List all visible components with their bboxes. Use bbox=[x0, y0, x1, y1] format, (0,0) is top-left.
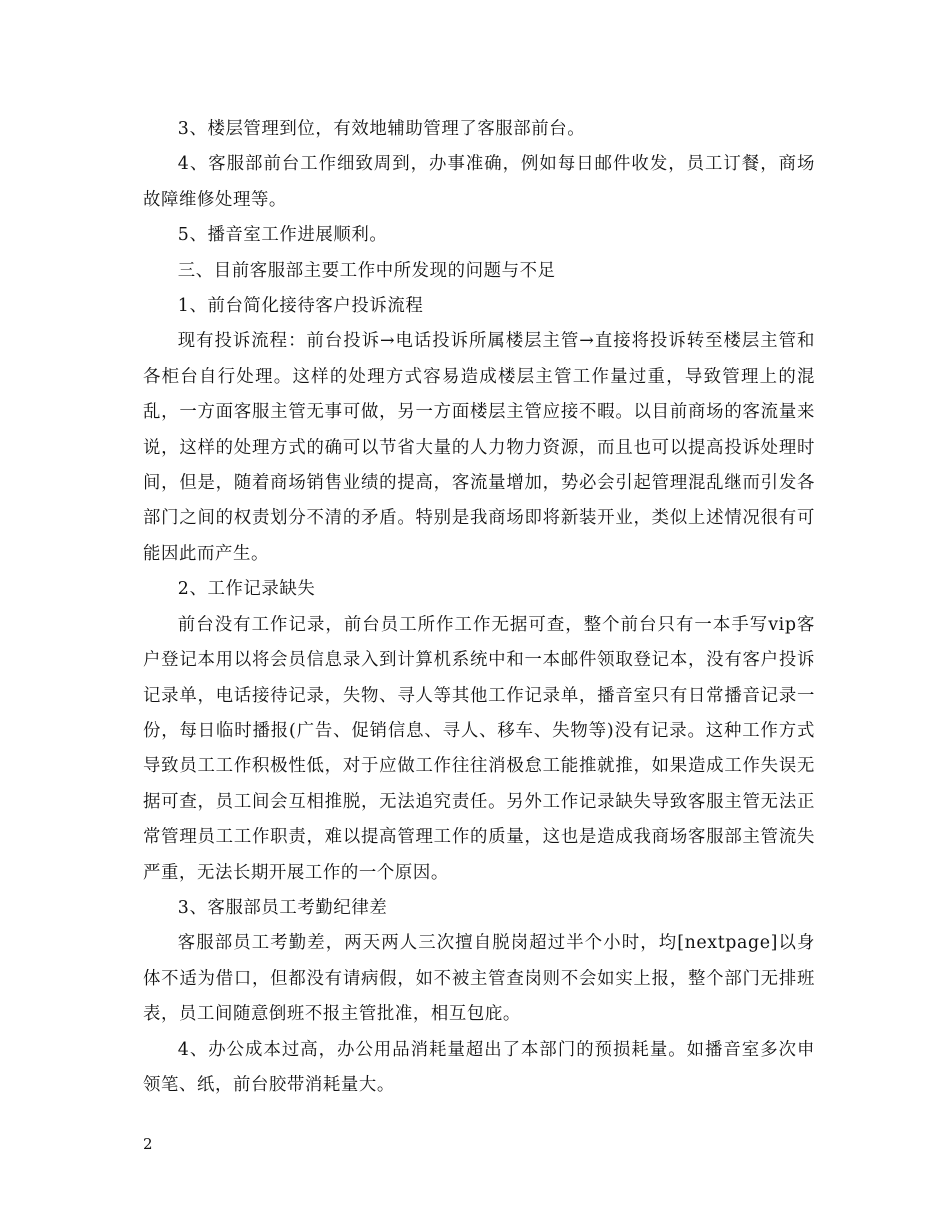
subheading-attendance: 3、客服部员工考勤纪律差 bbox=[177, 897, 388, 918]
paragraph-complaint-process: 现有投诉流程：前台投诉→电话投诉所属楼层主管→直接将投诉转至楼层主管和各柜台自行处理。这样的处理方式容易造成楼层主管工作量过重，导致管理上的混乱，一方面客服主管无事可做，另一方面楼层主管应接不暇。以目前商场的客流量来说，这样的处理方式的确可以节省大量的人力物力资源，而且也可以提高投诉处理时间，但是，随着商场销售业绩的提高，客流量增加，势必会引起管理混乱继而引发各部门之间的权责划分不清的矛盾。特别是我商场即将新装开业，类似上述情况很有可能因此而产生。 bbox=[143, 331, 815, 564]
subheading-complaint-process: 1、前台简化接待客户投诉流程 bbox=[177, 296, 424, 317]
document-body bbox=[143, 112, 815, 1103]
paragraph-broadcast-room: 5、播音室工作进展顺利。 bbox=[177, 225, 388, 246]
paragraph-attendance: 客服部员工考勤差，两天两人三次擅自脱岗超过半个小时，均[nextpage]以身体不适为借口，但都没有请病假，如不被主管查岗则不会如实上报，整个部门无排班表，员工间随意倒班不报主管批准，相互包庇。 bbox=[143, 933, 815, 1025]
page-number: 2 bbox=[143, 1135, 153, 1153]
paragraph-front-desk-work: 4、客服部前台工作细致周到，办事准确，例如每日邮件收发，员工订餐，商场故障维修处理等。 bbox=[143, 154, 815, 210]
paragraph-floor-management: 3、楼层管理到位，有效地辅助管理了客服部前台。 bbox=[177, 119, 586, 139]
section-heading-problems: 三、目前客服部主要工作中所发现的问题与不足 bbox=[177, 260, 556, 281]
subheading-work-records: 2、工作记录缺失 bbox=[177, 579, 316, 600]
paragraph-work-records: 前台没有工作记录，前台员工所作工作无据可查，整个前台只有一本手写vip客户登记本用以将会员信息录入到计算机系统中和一本邮件领取登记本，没有客户投诉记录单，电话接待记录，失物、寻人等其他工作记录单，播音室只有日常播音记录一份，每日临时播报(广告、促销信息、寻人、移车、失物等)没有记录。这种工作方式导致员工工作积极性低，对于应做工作往往消极怠工能推就推，如果造成工作失误无据可查，员工间会互相推脱，无法追究责任。另外工作记录缺失导致客服主管无法正常管理员工工作职责，难以提高管理工作的质量，这也是造成我商场客服部主管流失严重，无法长期开展工作的一个原因。 bbox=[143, 614, 815, 883]
paragraph-office-costs: 4、办公成本过高，办公用品消耗量超出了本部门的预损耗量。如播音室多次申领笔、纸，前台胶带消耗量大。 bbox=[143, 1039, 815, 1095]
